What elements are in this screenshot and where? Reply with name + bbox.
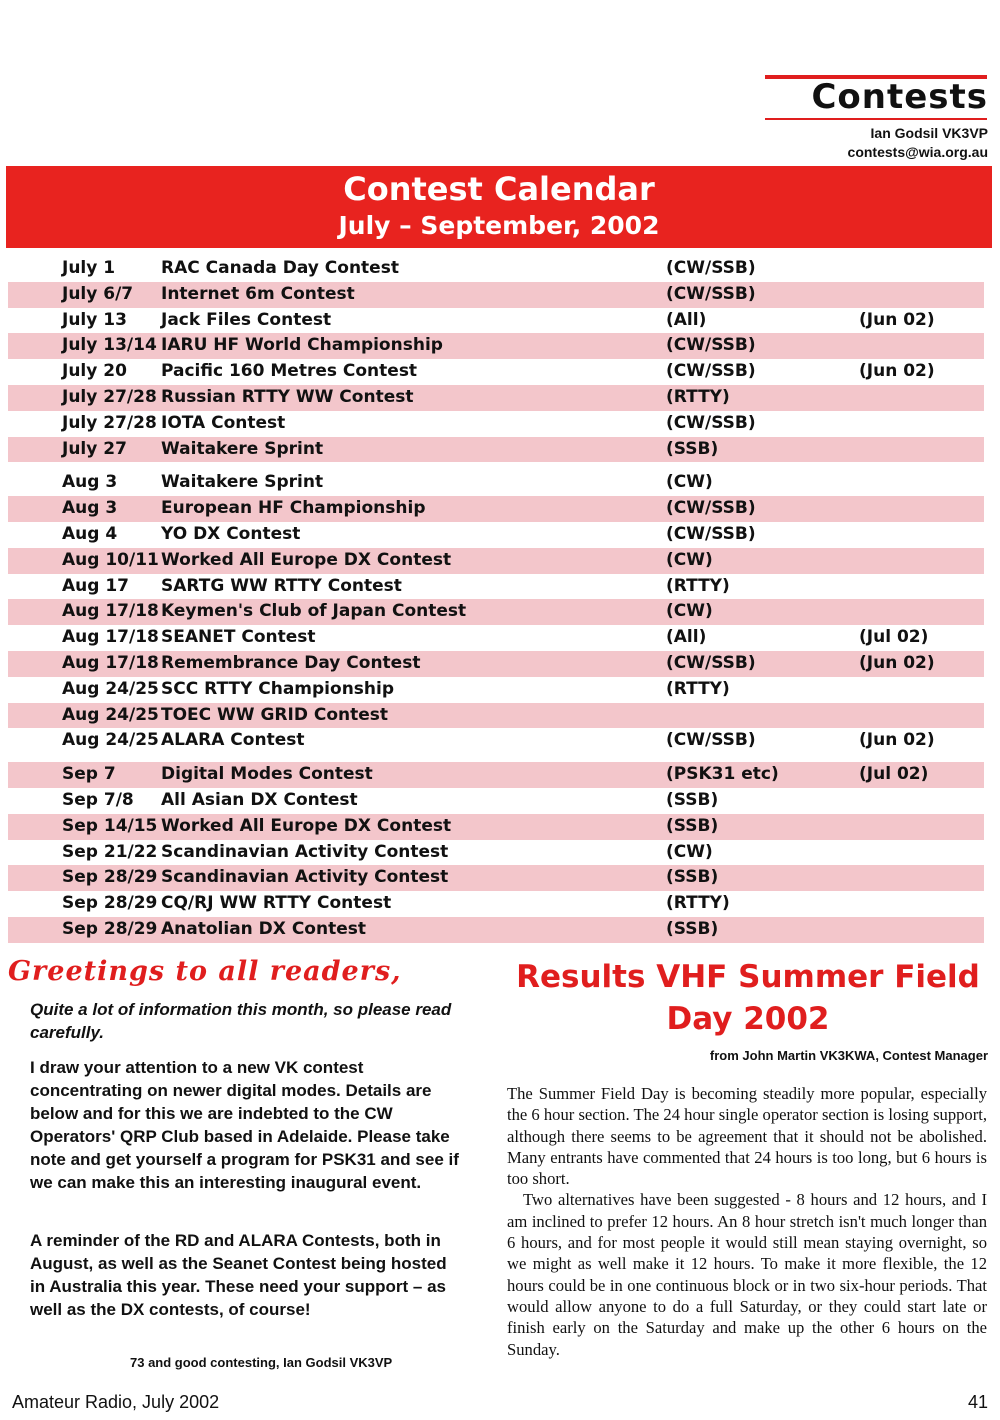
calendar-issue-ref: (Jun 02) bbox=[859, 309, 935, 330]
calendar-mode: (SSB) bbox=[666, 918, 719, 939]
calendar-row bbox=[8, 256, 984, 282]
contest-calendar-table bbox=[8, 256, 984, 943]
calendar-contest-name: Scandinavian Activity Contest bbox=[161, 841, 449, 862]
calendar-date: July 27/28 bbox=[62, 386, 157, 407]
calendar-date: July 1 bbox=[62, 258, 116, 278]
calendar-row bbox=[8, 496, 984, 522]
header-rule-bottom bbox=[765, 118, 987, 120]
calendar-row bbox=[8, 840, 984, 866]
calendar-contest-name: RAC Canada Day Contest bbox=[161, 258, 399, 278]
calendar-contest-name: Remembrance Day Contest bbox=[161, 652, 421, 673]
calendar-date: Sep 7/8 bbox=[62, 789, 134, 810]
calendar-row bbox=[8, 411, 984, 437]
calendar-mode: (SSB) bbox=[666, 867, 719, 888]
calendar-date: Aug 17/18 bbox=[62, 627, 159, 648]
calendar-contest-name: SCC RTTY Championship bbox=[161, 678, 395, 699]
column-author: Ian Godsil VK3VP bbox=[870, 125, 988, 141]
calendar-contest-name: CQ/RJ WW RTTY Contest bbox=[161, 893, 392, 914]
calendar-date: July 20 bbox=[62, 361, 127, 382]
calendar-date: Sep 28/29 bbox=[62, 918, 158, 939]
greetings-paragraph-2: A reminder of the RD and ALARA Contests, both in August, as well as the Seanet Contest being hosted in Australia this year. These need your support – as well as the DX contests, of course! bbox=[30, 1231, 447, 1319]
calendar-contest-name: Waitakere Sprint bbox=[161, 472, 324, 493]
calendar-date: Aug 17/18 bbox=[62, 601, 159, 622]
calendar-contest-name: European HF Championship bbox=[161, 498, 426, 519]
calendar-row bbox=[8, 917, 984, 943]
calendar-date: July 6/7 bbox=[62, 283, 134, 304]
calendar-contest-name: SEANET Contest bbox=[161, 627, 316, 648]
calendar-row bbox=[8, 599, 984, 625]
calendar-contest-name: YO DX Contest bbox=[161, 523, 301, 544]
calendar-date: Aug 24/25 bbox=[62, 678, 159, 699]
calendar-row bbox=[8, 814, 984, 840]
calendar-mode: (RTTY) bbox=[666, 893, 730, 914]
calendar-row bbox=[8, 548, 984, 574]
calendar-contest-name: Russian RTTY WW Contest bbox=[161, 386, 414, 407]
calendar-date: Sep 28/29 bbox=[62, 893, 158, 914]
calendar-contest-name: IARU HF World Championship bbox=[161, 335, 443, 356]
calendar-contest-name: TOEC WW GRID Contest bbox=[161, 704, 389, 725]
calendar-mode: (CW) bbox=[666, 549, 713, 570]
calendar-date: July 13 bbox=[62, 309, 127, 330]
calendar-issue-ref: (Jun 02) bbox=[859, 361, 935, 382]
calendar-mode: (All) bbox=[666, 627, 707, 648]
calendar-date: Aug 3 bbox=[62, 472, 118, 493]
calendar-row bbox=[8, 437, 984, 463]
calendar-issue-ref: (Jun 02) bbox=[859, 652, 935, 673]
calendar-date: July 13/14 bbox=[62, 335, 157, 356]
calendar-mode: (PSK31 etc) bbox=[666, 764, 779, 785]
calendar-row bbox=[8, 891, 984, 917]
calendar-contest-name: All Asian DX Contest bbox=[161, 789, 358, 810]
calendar-mode: (CW/SSB) bbox=[666, 652, 756, 673]
calendar-date: Sep 21/22 bbox=[62, 841, 158, 862]
calendar-mode: (CW) bbox=[666, 601, 713, 622]
calendar-date: July 27 bbox=[62, 438, 127, 459]
calendar-row bbox=[8, 625, 984, 651]
calendar-row bbox=[8, 333, 984, 359]
greetings-intro: Quite a lot of information this month, so please read carefully. bbox=[30, 1000, 452, 1042]
calendar-row bbox=[8, 470, 984, 496]
calendar-issue-ref: (Jun 02) bbox=[859, 730, 935, 751]
calendar-date: Aug 10/11 bbox=[62, 549, 159, 570]
calendar-mode: (RTTY) bbox=[666, 575, 730, 596]
calendar-row bbox=[8, 865, 984, 891]
footer-publication: Amateur Radio, July 2002 bbox=[12, 1392, 220, 1412]
calendar-mode: (RTTY) bbox=[666, 386, 730, 407]
greetings-heading: Greetings to all readers, bbox=[8, 956, 402, 987]
calendar-issue-ref: (Jul 02) bbox=[859, 627, 929, 648]
calendar-row bbox=[8, 308, 984, 334]
calendar-contest-name: Jack Files Contest bbox=[161, 309, 332, 330]
calendar-row bbox=[8, 282, 984, 308]
calendar-mode: (RTTY) bbox=[666, 678, 730, 699]
calendar-contest-name: IOTA Contest bbox=[161, 412, 286, 433]
calendar-date: Aug 17/18 bbox=[62, 652, 159, 673]
column-email-link[interactable]: contests@wia.org.au bbox=[847, 144, 988, 160]
calendar-date: July 27/28 bbox=[62, 412, 157, 433]
greetings-signoff: 73 and good contesting, Ian Godsil VK3VP bbox=[130, 1355, 393, 1370]
results-paragraph-2: Two alternatives have been suggested - 8 hours and 12 hours, and I am inclined to prefer 12 hours. An 8 hour stretch isn't much longer than 6 hours, and for most people it would still mean staying overnight, so we might as well make it 12 hours. To make it more flexible, the 12 hours could be in one continuous block or in two six-hour periods. That would allow anyone to do a full Saturday, or they could start late or finish early on the Saturday and make up the other 6 hours on the Sunday. bbox=[507, 1190, 987, 1359]
calendar-mode: (CW/SSB) bbox=[666, 412, 756, 433]
results-paragraph-1: The Summer Field Day is becoming steadily more popular, especially the 6 hour section. The 24 hour single operator section is losing support, although there seems to be agreement that it should not be abolished. Many entrants have commented that 24 hours is too long, but 6 hours is too short. bbox=[507, 1084, 987, 1189]
calendar-contest-name: ALARA Contest bbox=[161, 730, 305, 751]
calendar-mode: (CW/SSB) bbox=[666, 258, 756, 278]
calendar-mode: (SSB) bbox=[666, 789, 719, 810]
banner-title: Contest Calendar bbox=[343, 170, 655, 208]
contest-calendar-banner bbox=[6, 166, 992, 248]
calendar-row bbox=[8, 359, 984, 385]
calendar-row bbox=[8, 574, 984, 600]
calendar-row bbox=[8, 788, 984, 814]
calendar-mode: (CW/SSB) bbox=[666, 283, 756, 304]
calendar-contest-name: Worked All Europe DX Contest bbox=[161, 549, 452, 570]
calendar-date: Aug 24/25 bbox=[62, 730, 159, 751]
calendar-mode: (CW/SSB) bbox=[666, 335, 756, 356]
calendar-contest-name: Internet 6m Contest bbox=[161, 283, 355, 304]
calendar-mode: (CW/SSB) bbox=[666, 730, 756, 751]
calendar-row bbox=[8, 651, 984, 677]
calendar-contest-name: Worked All Europe DX Contest bbox=[161, 815, 452, 836]
calendar-date: Sep 7 bbox=[62, 764, 116, 785]
calendar-row bbox=[8, 762, 984, 788]
calendar-contest-name: Keymen's Club of Japan Contest bbox=[161, 601, 467, 622]
banner-subtitle: July – September, 2002 bbox=[338, 211, 660, 240]
calendar-contest-name: Digital Modes Contest bbox=[161, 764, 373, 785]
calendar-contest-name: Pacific 160 Metres Contest bbox=[161, 361, 418, 382]
calendar-date: Aug 3 bbox=[62, 498, 118, 519]
calendar-mode: (SSB) bbox=[666, 438, 719, 459]
calendar-mode: (CW) bbox=[666, 472, 713, 493]
calendar-mode: (SSB) bbox=[666, 815, 719, 836]
calendar-contest-name: Waitakere Sprint bbox=[161, 438, 324, 459]
section-title: Contests bbox=[811, 77, 988, 117]
calendar-contest-name: SARTG WW RTTY Contest bbox=[161, 575, 402, 596]
calendar-date: Sep 14/15 bbox=[62, 815, 158, 836]
calendar-issue-ref: (Jul 02) bbox=[859, 764, 929, 785]
results-heading: Results VHF Summer Field Day 2002 bbox=[516, 959, 980, 1037]
calendar-mode: (CW/SSB) bbox=[666, 361, 756, 382]
calendar-contest-name: Anatolian DX Contest bbox=[161, 918, 366, 939]
calendar-date: Aug 24/25 bbox=[62, 704, 159, 725]
calendar-date: Sep 28/29 bbox=[62, 867, 158, 888]
calendar-row bbox=[8, 385, 984, 411]
calendar-mode: (CW) bbox=[666, 841, 713, 862]
calendar-mode: (CW/SSB) bbox=[666, 523, 756, 544]
results-byline: from John Martin VK3KWA, Contest Manager bbox=[709, 1048, 988, 1063]
greetings-paragraph-1: I draw your attention to a new VK contest concentrating on newer digital modes. Details are below and for this we are indebted to the CW Operators' QRP Club based in Adelaide. Please take note and get yourself a program for PSK31 and see if we can make this an interesting inaugural event. bbox=[30, 1058, 459, 1192]
calendar-date: Aug 4 bbox=[62, 523, 118, 544]
calendar-row bbox=[8, 703, 984, 729]
calendar-date: Aug 17 bbox=[62, 575, 130, 596]
calendar-row bbox=[8, 677, 984, 703]
calendar-row bbox=[8, 728, 984, 754]
calendar-mode: (CW/SSB) bbox=[666, 498, 756, 519]
calendar-row bbox=[8, 522, 984, 548]
results-body bbox=[507, 1083, 987, 1360]
calendar-contest-name: Scandinavian Activity Contest bbox=[161, 867, 449, 888]
footer-page-number: 41 bbox=[967, 1392, 988, 1412]
calendar-mode: (All) bbox=[666, 309, 707, 330]
